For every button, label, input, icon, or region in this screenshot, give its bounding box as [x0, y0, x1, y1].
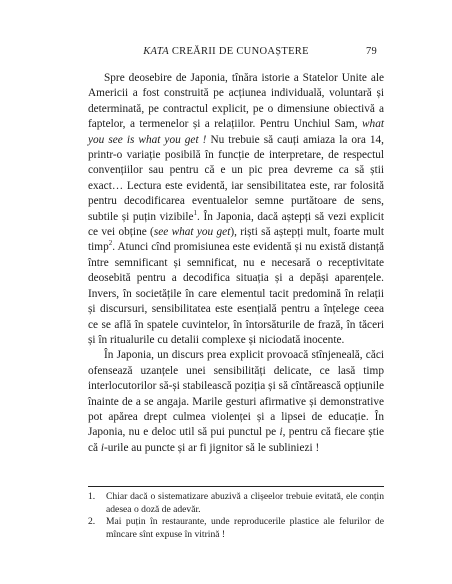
page-number: 79: [366, 46, 378, 57]
text-run: . Atunci cînd promisiunea este evidentă și nu există distanță între semnificant și semnificat, nu e necesară o receptivitate deosebită pentru a decodifica situația și a depăși aparențele. Invers, în societățile în care elementul tacit predomină în relații și discursuri, sensibilitatea este esențială pentru a înțelege ceea ce se află în spatele cuvintelor, în întorsăturile de frază, în tăceri și în ritualurile cu detalii complexe și niciodată inocente.: [88, 241, 384, 346]
footnotes: [88, 491, 384, 541]
footnote-2: [88, 516, 384, 541]
footnote-ref-1: 1: [193, 208, 198, 217]
running-header: [0, 46, 452, 60]
footnote-text: Mai puțin în restaurante, unde reproducerile plastice ale felurilor de mîncare sînt expuse în vitrină !: [106, 516, 384, 540]
text-run: Nu trebuie să cauți amiaza la ora 14, printr-o variație posibilă în funcție de interpretare, de respectul convențiilor sau pentru că e un pic prea devreme ca să știi exact… Lectura este evidentă, iar sensibilitatea este, rar folosită pentru decodificarea eventualelor semne purtătoare de sens, subtile și puțin vizibile: [88, 133, 385, 223]
footnote-separator: [88, 486, 384, 487]
running-title-italic: KATA: [143, 46, 169, 57]
italic-letter: i: [100, 441, 104, 454]
italic-phrase: what you see is what you get !: [88, 118, 384, 146]
text-run: Spre deosebire de Japonia, tînăra istorie a Statelor Unite ale Americii a fost construită pe acțiunea individuală, voluntară și determinată, pe contractul explicit, pe o dimensiune obiectivă a faptelor, a termenelor și a relațiilor. Pentru Unchiul Sam,: [88, 72, 384, 131]
paragraph-2: [88, 348, 384, 456]
body-text: [88, 71, 384, 456]
text-run: În Japonia, un discurs prea explicit provoacă stînjeneală, căci ofensează uzanțele unei sensibilități delicate, ce lasă timp interlocutorilor să-și stabilească poziția și să cîntărească opțiunile înainte de a se angaja. Marile gesturi afirmative și demonstrative pot apărea drept culmea violenței și a lipsei de educație. În Japonia, nu e deloc util să pui punctul pe: [88, 349, 384, 439]
footnote-number: 1.: [88, 491, 96, 502]
text-run: . În Japonia, dacă aștepți să vezi explicit ce vei obține (: [88, 210, 385, 239]
text-run: , pentru că fiecare știe că: [88, 426, 384, 454]
text-run: -urile au puncte și ar fi jignitor să le subliniezi !: [104, 441, 320, 454]
footnote-number: 2.: [88, 516, 96, 528]
running-title: [0, 46, 452, 57]
footnote-ref-2: 2: [108, 239, 113, 248]
paragraph-1: [88, 71, 384, 348]
italic-letter: i: [279, 426, 283, 439]
italic-phrase: see what you get: [153, 226, 231, 239]
footnote-text: Chiar dacă o sistematizare abuzivă a clișeelor trebuie evitată, ele conțin adesea o doză de adevăr.: [106, 491, 384, 515]
text-run: ), riști să aștepți mult, foarte mult timp: [88, 226, 384, 254]
running-title-rest: CREĂRII DE CUNOAȘTERE: [168, 46, 309, 57]
footnote-1: [88, 491, 384, 516]
